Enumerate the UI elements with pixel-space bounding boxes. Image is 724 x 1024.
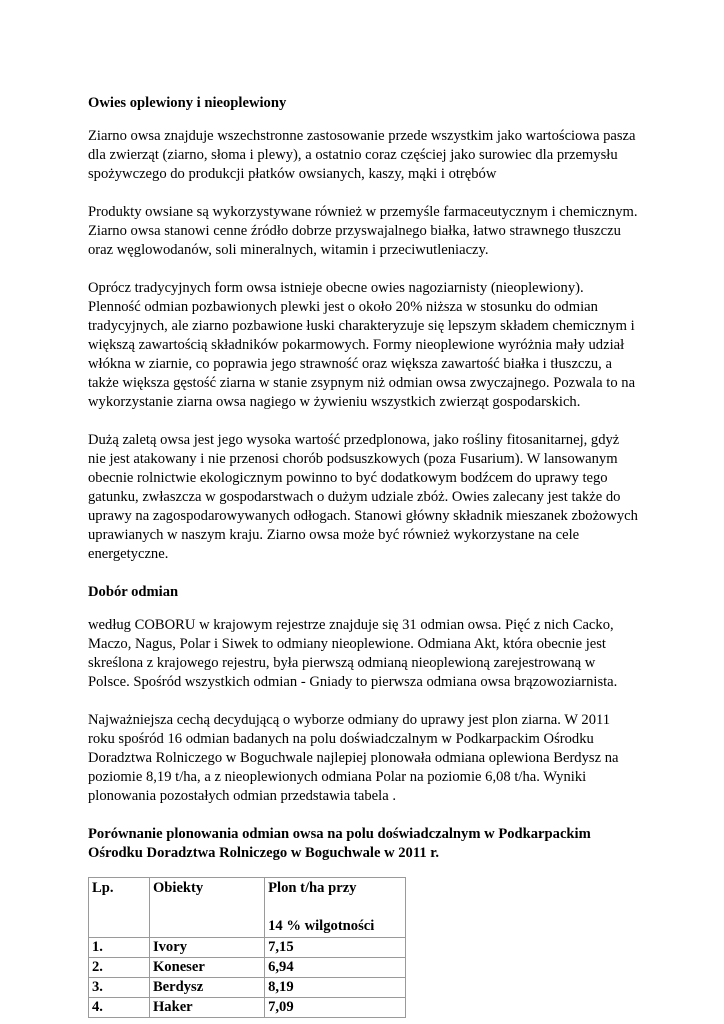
text-line: uprawy na zagospodarowywanych odłogach. Stanowi główny składnik mieszanek zbożowych <box>88 508 638 524</box>
cell-yield: 8,19 <box>265 978 406 998</box>
text-line: Produkty owsiane są wykorzystywane również w przemyśle farmaceutycznym i chemicznym. <box>88 204 638 220</box>
table-row <box>89 978 406 998</box>
text-line: według COBORU w krajowym rejestrze znajduje się 31 odmian owsa. Pięć z nich Cacko, <box>88 617 614 633</box>
text-line: Ziarno owsa stanowi cenne źródło dobrze przyswajalnego białka, łatwo strawnego tłuszczu <box>88 223 621 239</box>
paragraph-oats-uses <box>88 127 648 184</box>
text-line: spożywczego do produkcji płatków owsianych, kaszy, mąki i otrębów <box>88 166 497 182</box>
text-line: gatunku, zwłaszcza w gospodarstwach o dużym udziale zbóż. Owies zalecany jest także do <box>88 489 621 505</box>
document-page <box>88 94 648 1018</box>
text-line: Plenność odmian pozbawionych plewki jest o około 20% niższa w stosunku do odmian <box>88 299 598 315</box>
cell-variety: Ivory <box>149 938 264 958</box>
paragraph-oats-products <box>88 203 648 260</box>
cell-lp: 2. <box>89 958 150 978</box>
table-row <box>89 958 406 978</box>
text-line: Oprócz tradycyjnych form owsa istnieje obecne owies nagoziarnisty (nieoplewiony). <box>88 280 584 296</box>
text-line: wykorzystanie ziarna owsa nagiego w żywieniu wszystkich zwierząt gospodarskich. <box>88 394 581 410</box>
text-line: skreślona z krajowego rejestru, była pierwszą odmianą nieoplewioną zarejestrowaną w <box>88 655 596 671</box>
text-line: energetyczne. <box>88 546 169 562</box>
text-line: także większa gęstość ziarna w stanie zsypnym niż odmian owsa zwyczajnego. Pozwala to na <box>88 375 636 391</box>
text-line: roku spośród 16 odmian badanych na polu doświadczalnym w Podkarpackim Ośrodku <box>88 731 594 747</box>
text-line: poziomie 8,19 t/ha, a z nieoplewionych odmiana Polar na poziomie 6,08 t/ha. Wyniki <box>88 769 587 785</box>
text-line: Polsce. Spośród wszystkich odmian - Gniady to pierwsza odmiana owsa brązowoziarnista. <box>88 674 618 690</box>
text-line: większą zawartością składników pokarmowych. Formy nieoplewione wyróżnia mały udział <box>88 337 625 353</box>
cell-variety: Berdysz <box>149 978 264 998</box>
section-title-oats: Owies oplewiony i nieoplewiony <box>88 95 287 111</box>
paragraph-naked-oats <box>88 279 648 412</box>
text-line: Doradztwa Rolniczego w Boguchwale najlepiej plonowała odmiana oplewiona Berdysz na <box>88 750 619 766</box>
header-plon <box>265 878 406 938</box>
text-line: oraz węglowodanów, soli mineralnych, witamin i przeciwutleniaczy. <box>88 242 489 258</box>
header-lp: Lp. <box>89 878 150 938</box>
header-obiekty: Obiekty <box>149 878 264 938</box>
cell-variety: Haker <box>149 998 264 1018</box>
header-plon-line2: 14 % wilgotności <box>268 918 375 934</box>
text-line: dla zwierząt (ziarno, słoma i plewy), a ostatnio coraz częściej jako surowiec dla przemysłu <box>88 147 618 163</box>
text-line: obecnie rolnictwie ekologicznym powinno to być dodatkowym bodźcem do uprawy tego <box>88 470 608 486</box>
paragraph-coboru-register <box>88 616 648 692</box>
cell-variety: Koneser <box>149 958 264 978</box>
table-row <box>89 998 406 1018</box>
caption-line: Ośrodku Doradztwa Rolniczego w Boguchwale w 2011 r. <box>88 845 440 861</box>
text-line: Ziarno owsa znajduje wszechstronne zastosowanie przede wszystkim jako wartościowa pasza <box>88 128 636 144</box>
section-title-variety-selection: Dobór odmian <box>88 584 179 600</box>
cell-lp: 1. <box>89 938 150 958</box>
table-caption <box>88 825 648 863</box>
text-line: Maczo, Nagus, Polar i Siwek to odmiany nieoplewione. Odmiana Akt, która obecnie jest <box>88 636 606 652</box>
cell-yield: 7,09 <box>265 998 406 1018</box>
text-line: Dużą zaletą owsa jest jego wysoka wartość przedplonowa, jako rośliny fitosanitarnej, gdyż <box>88 432 620 448</box>
yield-comparison-table <box>88 877 406 1018</box>
cell-yield: 6,94 <box>265 958 406 978</box>
paragraph-oats-advantages <box>88 431 648 564</box>
text-line: Najważniejsza cechą decydującą o wyborze odmiany do uprawy jest plon ziarna. W 2011 <box>88 712 611 728</box>
text-line: plonowania pozostałych odmian przedstawia tabela . <box>88 788 396 804</box>
text-line: uprawianych w naszym kraju. Ziarno owsa może być również wykorzystane na cele <box>88 527 580 543</box>
caption-line: Porównanie plonowania odmian owsa na polu doświadczalnym w Podkarpackim <box>88 826 591 842</box>
text-line: nie jest atakowany i nie przenosi chorób podsuszkowych (poza Fusarium). W lansowanym <box>88 451 618 467</box>
text-line: włókna w ziarnie, co poprawia jego strawność oraz większa zawartość białka i tłuszczu, a <box>88 356 612 372</box>
text-line: tradycyjnych, ale ziarno pozbawione łuski charakteryzuje się lepszym składem chemicznym i <box>88 318 635 334</box>
cell-lp: 3. <box>89 978 150 998</box>
table-row <box>89 938 406 958</box>
header-plon-line1: Plon t/ha przy <box>268 880 357 896</box>
paragraph-yield-results <box>88 711 648 806</box>
cell-lp: 4. <box>89 998 150 1018</box>
table-header-row <box>89 878 406 938</box>
cell-yield: 7,15 <box>265 938 406 958</box>
